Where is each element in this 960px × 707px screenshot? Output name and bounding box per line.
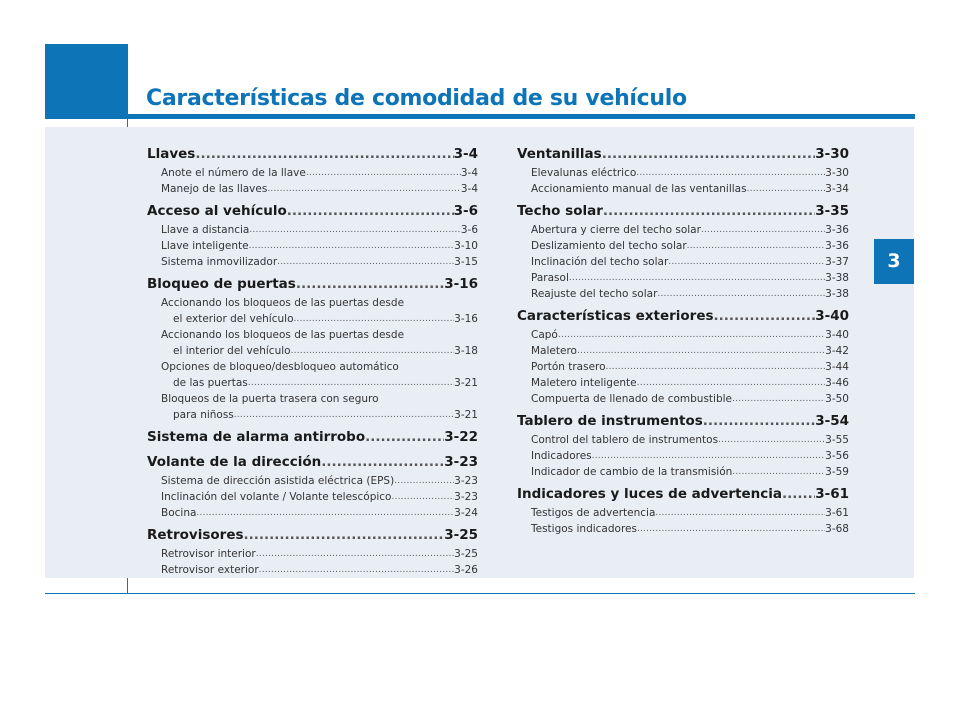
dot-leader <box>249 238 455 254</box>
page-title: Características de comodidad de su vehículo <box>146 86 687 111</box>
toc-section-label: Retrovisores <box>147 527 244 543</box>
dot-leader <box>603 201 815 222</box>
toc-item-page: 3-23 <box>454 475 478 487</box>
toc-item-page: 3-38 <box>825 288 849 300</box>
toc-item-label: Inclinación del volante / Volante telescópico <box>161 491 392 503</box>
toc-item-label: para niñoss <box>173 409 234 421</box>
dot-leader <box>294 311 455 327</box>
toc-section[interactable] <box>147 201 478 222</box>
toc-item[interactable] <box>517 391 849 407</box>
toc-section[interactable] <box>517 306 849 327</box>
toc-item-page: 3-36 <box>825 240 849 252</box>
toc-item-page: 3-56 <box>825 450 849 462</box>
toc-item-label: Retrovisor interior <box>161 548 256 560</box>
toc-section[interactable] <box>147 274 478 295</box>
toc-item-page: 3-26 <box>454 564 478 576</box>
toc-item[interactable] <box>517 505 849 521</box>
toc-section[interactable] <box>147 525 478 546</box>
toc-item-label: Abertura y cierre del techo solar <box>531 224 701 236</box>
toc-item[interactable] <box>517 327 849 343</box>
toc-item-page: 3-24 <box>454 507 478 519</box>
dot-leader <box>259 562 455 578</box>
toc-item-label: Indicador de cambio de la transmisión <box>531 466 733 478</box>
toc-item[interactable] <box>147 407 478 423</box>
bottom-divider <box>45 593 915 594</box>
toc-item-page: 3-15 <box>454 256 478 268</box>
toc-item[interactable] <box>147 489 478 505</box>
toc-item-line[interactable] <box>147 359 478 375</box>
toc-item-label: Sistema inmovilizador <box>161 256 278 268</box>
dot-leader <box>657 286 825 302</box>
toc-item[interactable] <box>147 546 478 562</box>
toc-section-label: Ventanillas <box>517 146 602 162</box>
dot-leader <box>701 222 825 238</box>
toc-item-label: Control del tablero de instrumentos <box>531 434 719 446</box>
toc-item-label: Deslizamiento del techo solar <box>531 240 687 252</box>
toc-section[interactable] <box>147 144 478 165</box>
toc-section-page: 3-16 <box>444 276 478 292</box>
toc-section-page: 3-30 <box>815 146 849 162</box>
dot-leader <box>718 432 825 448</box>
toc-item-page: 3-30 <box>825 167 849 179</box>
toc-section-page: 3-40 <box>815 308 849 324</box>
dot-leader <box>714 306 816 327</box>
toc-section[interactable] <box>517 411 849 432</box>
toc-item-page: 3-37 <box>825 256 849 268</box>
toc-section-label: Llaves <box>147 146 196 162</box>
toc-item[interactable] <box>517 343 849 359</box>
toc-item-page: 3-46 <box>825 377 849 389</box>
toc-section-page: 3-35 <box>815 203 849 219</box>
toc-item-page: 3-36 <box>825 224 849 236</box>
toc-item[interactable] <box>517 521 849 537</box>
toc-item-label: Accionando los bloqueos de las puertas desde <box>161 297 405 309</box>
toc-item-label: el interior del vehículo <box>173 345 291 357</box>
dot-leader <box>267 181 461 197</box>
toc-item[interactable] <box>147 181 478 197</box>
dot-leader <box>655 505 825 521</box>
toc-item-label: el exterior del vehículo <box>173 313 294 325</box>
toc-item-page: 3-23 <box>454 491 478 503</box>
toc-section-page: 3-22 <box>444 429 478 445</box>
toc-item[interactable] <box>517 375 849 391</box>
dot-leader <box>732 464 825 480</box>
toc-item-label: Opciones de bloqueo/desbloqueo automático <box>161 361 399 373</box>
dot-leader <box>296 274 444 295</box>
toc-item[interactable] <box>147 222 478 238</box>
toc-right-column <box>517 144 849 537</box>
toc-item-label: Llave inteligente <box>161 240 249 252</box>
dot-leader <box>195 144 453 165</box>
toc-item-page: 3-21 <box>454 377 478 389</box>
chapter-number: 3 <box>887 250 901 272</box>
toc-left-column <box>147 144 478 578</box>
toc-item-line[interactable] <box>147 327 478 343</box>
toc-item-page: 3-59 <box>825 466 849 478</box>
toc-item-label: Llave a distancia <box>161 224 250 236</box>
toc-item-label: Compuerta de llenado de combustible <box>531 393 732 405</box>
dot-leader <box>637 375 826 391</box>
toc-item-label: Maletero inteligente <box>531 377 637 389</box>
toc-section-label: Acceso al vehículo <box>147 203 287 219</box>
toc-item-label: Anote el número de la llave <box>161 167 306 179</box>
dot-leader <box>256 546 454 562</box>
toc-section-page: 3-6 <box>453 203 478 219</box>
dot-leader <box>747 181 826 197</box>
dot-leader <box>592 448 826 464</box>
dot-leader <box>668 254 825 270</box>
corner-block <box>45 44 128 119</box>
dot-leader <box>244 525 445 546</box>
dot-leader <box>602 144 816 165</box>
toc-item-page: 3-38 <box>825 272 849 284</box>
toc-section-label: Tablero de instrumentos <box>517 413 703 429</box>
toc-item[interactable] <box>147 254 478 270</box>
toc-item[interactable] <box>147 473 478 489</box>
toc-item[interactable] <box>147 165 478 181</box>
toc-item-label: Accionamiento manual de las ventanillas <box>531 183 747 195</box>
dot-leader <box>703 411 815 432</box>
toc-item-line[interactable] <box>147 391 478 407</box>
dot-leader <box>306 165 461 181</box>
toc-item[interactable] <box>517 432 849 448</box>
toc-section-page: 3-4 <box>453 146 478 162</box>
toc-item[interactable] <box>147 562 478 578</box>
toc-item-label: Accionando los bloqueos de las puertas desde <box>161 329 405 341</box>
toc-item-label: Manejo de las llaves <box>161 183 268 195</box>
toc-item-line[interactable] <box>147 295 478 311</box>
dot-leader <box>248 375 454 391</box>
title-underline <box>128 114 915 119</box>
toc-item[interactable] <box>147 505 478 521</box>
toc-section[interactable] <box>517 201 849 222</box>
toc-item-label: Parasol <box>531 272 569 284</box>
toc-item-page: 3-40 <box>825 329 849 341</box>
toc-section-page: 3-23 <box>444 454 478 470</box>
toc-item-label: Retrovisor exterior <box>161 564 259 576</box>
toc-item[interactable] <box>517 448 849 464</box>
toc-item-label: Reajuste del techo solar <box>531 288 658 300</box>
toc-section-page: 3-61 <box>815 486 849 502</box>
dot-leader <box>687 238 826 254</box>
toc-section[interactable] <box>147 427 478 448</box>
dot-leader <box>569 270 825 286</box>
toc-item[interactable] <box>517 286 849 302</box>
toc-item-page: 3-4 <box>460 183 478 195</box>
toc-item-label: Portón trasero <box>531 361 606 373</box>
toc-item-label: de las puertas <box>173 377 248 389</box>
toc-section[interactable] <box>147 452 478 473</box>
toc-item[interactable] <box>517 254 849 270</box>
toc-item-page: 3-44 <box>825 361 849 373</box>
dot-leader <box>365 427 444 448</box>
toc-section-label: Volante de la dirección <box>147 454 322 470</box>
toc-item-page: 3-4 <box>460 167 478 179</box>
toc-item[interactable] <box>147 238 478 254</box>
toc-section-label: Indicadores y luces de advertencia <box>517 486 783 502</box>
toc-section-label: Características exteriores <box>517 308 714 324</box>
toc-item[interactable] <box>517 181 849 197</box>
toc-section-label: Bloqueo de puertas <box>147 276 296 292</box>
toc-item-page: 3-25 <box>454 548 478 560</box>
toc-item-page: 3-10 <box>454 240 478 252</box>
toc-item[interactable] <box>147 375 478 391</box>
dot-leader <box>732 391 825 407</box>
dot-leader <box>277 254 454 270</box>
toc-item-page: 3-21 <box>454 409 478 421</box>
dot-leader <box>606 359 826 375</box>
toc-item-label: Testigos de advertencia <box>531 507 656 519</box>
toc-item-page: 3-18 <box>454 345 478 357</box>
toc-item[interactable] <box>517 165 849 181</box>
toc-item-label: Capó <box>531 329 558 341</box>
toc-section[interactable] <box>517 484 849 505</box>
toc-item[interactable] <box>517 464 849 480</box>
chapter-tab[interactable] <box>874 239 914 284</box>
dot-leader <box>391 489 454 505</box>
dot-leader <box>196 505 454 521</box>
toc-item-label: Elevalunas eléctrico <box>531 167 637 179</box>
toc-item[interactable] <box>517 359 849 375</box>
toc-item[interactable] <box>517 238 849 254</box>
toc-section-label: Sistema de alarma antirrobo <box>147 429 366 445</box>
toc-item-page: 3-34 <box>825 183 849 195</box>
toc-item-page: 3-50 <box>825 393 849 405</box>
toc-item-page: 3-61 <box>825 507 849 519</box>
toc-item-page: 3-16 <box>454 313 478 325</box>
toc-item-page: 3-42 <box>825 345 849 357</box>
dot-leader <box>637 521 825 537</box>
dot-leader <box>234 407 454 423</box>
toc-section-page: 3-25 <box>444 527 478 543</box>
toc-item-label: Sistema de dirección asistida eléctrica (EPS) <box>161 475 395 487</box>
toc-item-page: 3-55 <box>825 434 849 446</box>
toc-item-page: 3-6 <box>460 224 478 236</box>
toc-item-label: Testigos indicadores <box>531 523 637 535</box>
toc-item-label: Maletero <box>531 345 577 357</box>
dot-leader <box>321 452 444 473</box>
toc-item-label: Inclinación del techo solar <box>531 256 669 268</box>
toc-section-page: 3-54 <box>815 413 849 429</box>
dot-leader <box>558 327 825 343</box>
dot-leader <box>577 343 825 359</box>
toc-item-label: Bocina <box>161 507 197 519</box>
toc-item-label: Bloqueos de la puerta trasera con seguro <box>161 393 379 405</box>
toc-section[interactable] <box>517 144 849 165</box>
toc-item[interactable] <box>147 343 478 359</box>
dot-leader <box>291 343 455 359</box>
toc-item-label: Indicadores <box>531 450 592 462</box>
dot-leader <box>394 473 454 489</box>
toc-item[interactable] <box>517 222 849 238</box>
dot-leader <box>636 165 825 181</box>
dot-leader <box>287 201 454 222</box>
toc-item[interactable] <box>147 311 478 327</box>
toc-item[interactable] <box>517 270 849 286</box>
toc-section-label: Techo solar <box>517 203 603 219</box>
dot-leader <box>782 484 815 505</box>
toc-item-page: 3-68 <box>825 523 849 535</box>
dot-leader <box>249 222 460 238</box>
